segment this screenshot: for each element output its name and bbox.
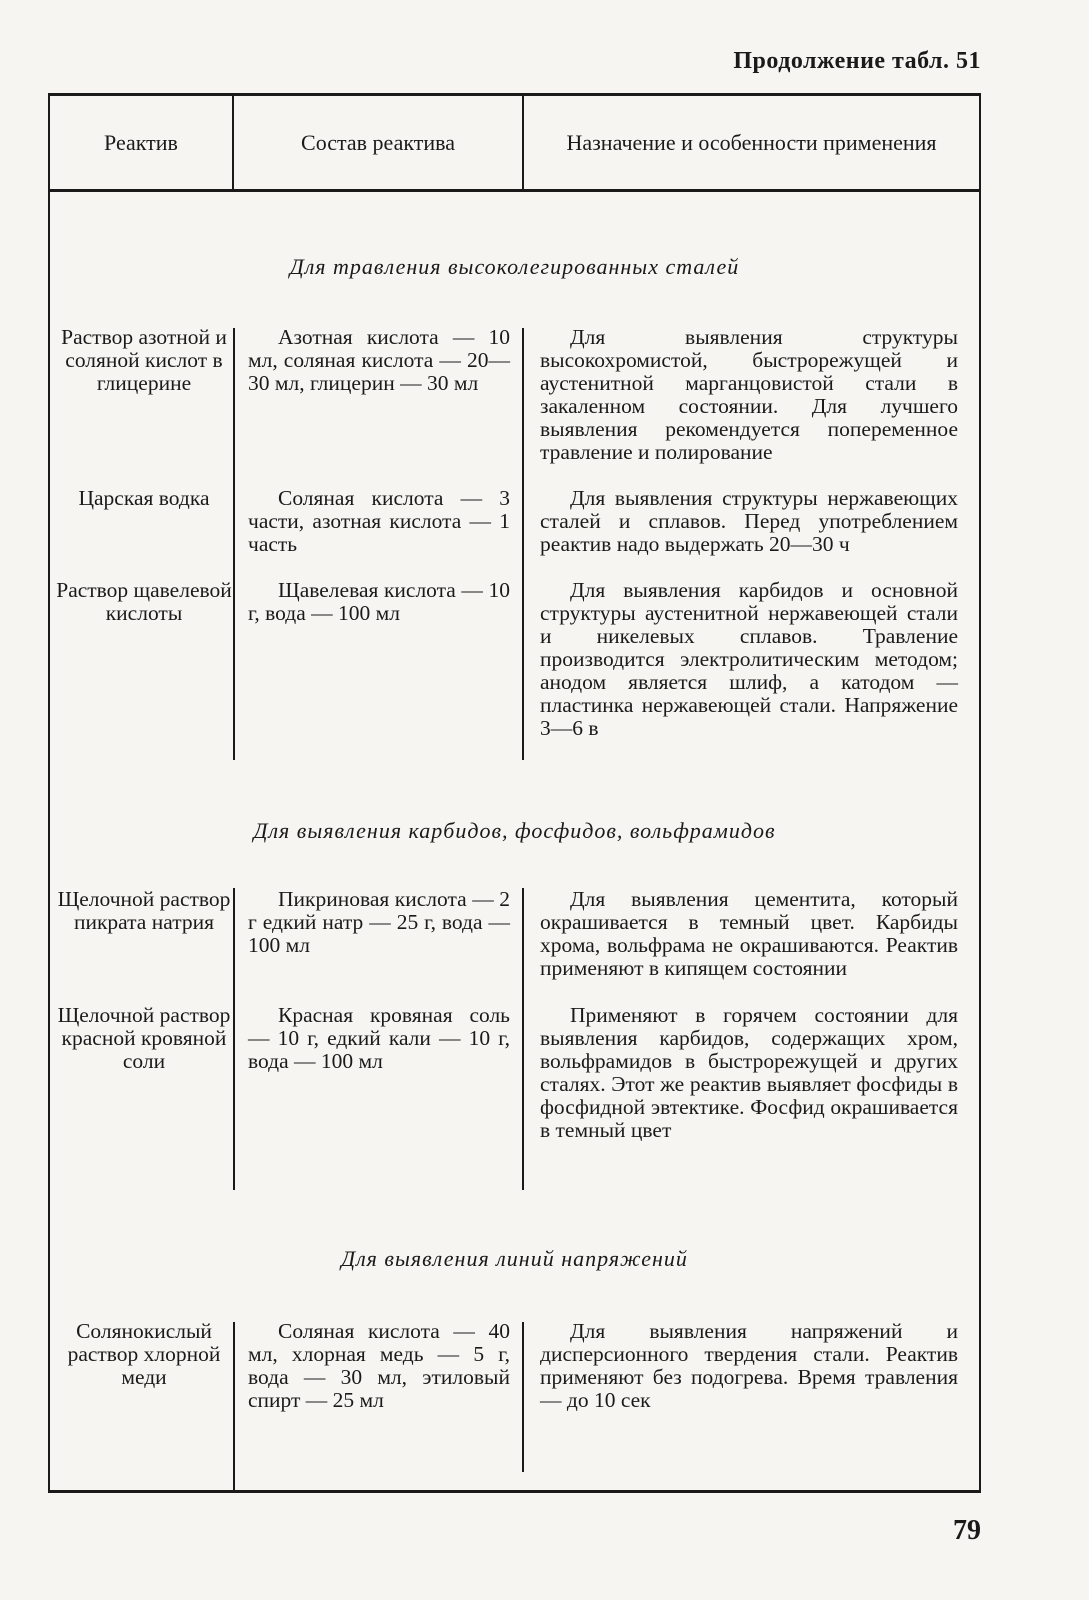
column-header-purpose: Назначение и особенности применения <box>566 129 937 155</box>
reagent-cell: Солянокислый раствор хлорной меди <box>67 1319 221 1389</box>
column-header-composition: Состав реактива <box>234 96 524 189</box>
column-divider <box>522 1322 524 1472</box>
purpose-cell: Для выявления напряжений и дисперсионного твердения стали. Реактив применяют без подогрева. Время травления — до 10 сек <box>540 1319 958 1412</box>
page-number: 79 <box>953 1515 981 1546</box>
table-header <box>50 96 979 192</box>
section-title: Для травления высоколегированных сталей <box>289 254 740 279</box>
reagent-table <box>48 93 981 1493</box>
table-continuation-label: Продолжение табл. 51 <box>733 48 981 74</box>
reagent-cell: Раствор азотной и соляной кислот в глицерине <box>61 325 227 395</box>
column-divider <box>522 888 524 1190</box>
reagent-cell: Царская водка <box>78 486 210 510</box>
purpose-cell: Для выявления структуры высокохромистой, быстрорежущей и аустенитной марганцовистой стали в закаленном состоянии. Для лучшего выявления рекомендуется попеременное травление и полирование <box>540 325 958 464</box>
composition-cell: Азотная кислота — 10 мл, соляная кислота — 20—30 мл, глицерин — 30 мл <box>248 325 510 395</box>
purpose-cell: Для выявления структуры нержавеющих сталей и сплавов. Перед употреблением реактив надо выдержать 20—30 ч <box>540 486 958 556</box>
section-title: Для выявления линий напряжений <box>341 1246 688 1271</box>
composition-cell: Щавелевая кислота — 10 г, вода — 100 мл <box>248 578 510 625</box>
column-header-reagent: Реактив <box>50 96 234 189</box>
composition-cell: Соляная кислота — 3 части, азотная кислота — 1 часть <box>248 486 510 556</box>
reagent-cell: Щелочной раствор пикрата натрия <box>57 887 231 934</box>
purpose-cell: Для выявления цементита, который окрашивается в темный цвет. Карбиды хрома, вольфрама не окрашиваются. Реактив применяют в кипящем состоянии <box>540 887 958 980</box>
reagent-cell: Раствор щавелевой кислоты <box>56 578 232 625</box>
purpose-cell: Применяют в горячем состоянии для выявления карбидов, содержащих хром, вольфрамидов в быстрорежущей и других сталях. Этот же реактив выявляет фосфиды в фосфидной эвтектике. Фосфид окрашивается в темный цвет <box>540 1003 958 1142</box>
purpose-cell: Для выявления карбидов и основной структуры аустенитной нержавеющей стали и никелевых сплавов. Травление производится электролитическим методом; анодом является шлиф, а катодом — пластинка нержавеющей стали. Напряжение 3—6 в <box>540 578 958 740</box>
column-divider <box>522 328 524 760</box>
composition-cell: Соляная кислота — 40 мл, хлорная медь — 5 г, вода — 30 мл, этиловый спирт — 25 мл <box>248 1319 510 1412</box>
reagent-cell: Щелочной раствор красной кровяной соли <box>57 1003 231 1073</box>
section-title: Для выявления карбидов, фосфидов, вольфрамидов <box>253 818 776 843</box>
composition-cell: Пикриновая кислота — 2 г едкий натр — 25 г, вода — 100 мл <box>248 887 510 957</box>
composition-cell: Красная кровяная соль — 10 г, едкий кали — 10 г, вода — 100 мл <box>248 1003 510 1073</box>
